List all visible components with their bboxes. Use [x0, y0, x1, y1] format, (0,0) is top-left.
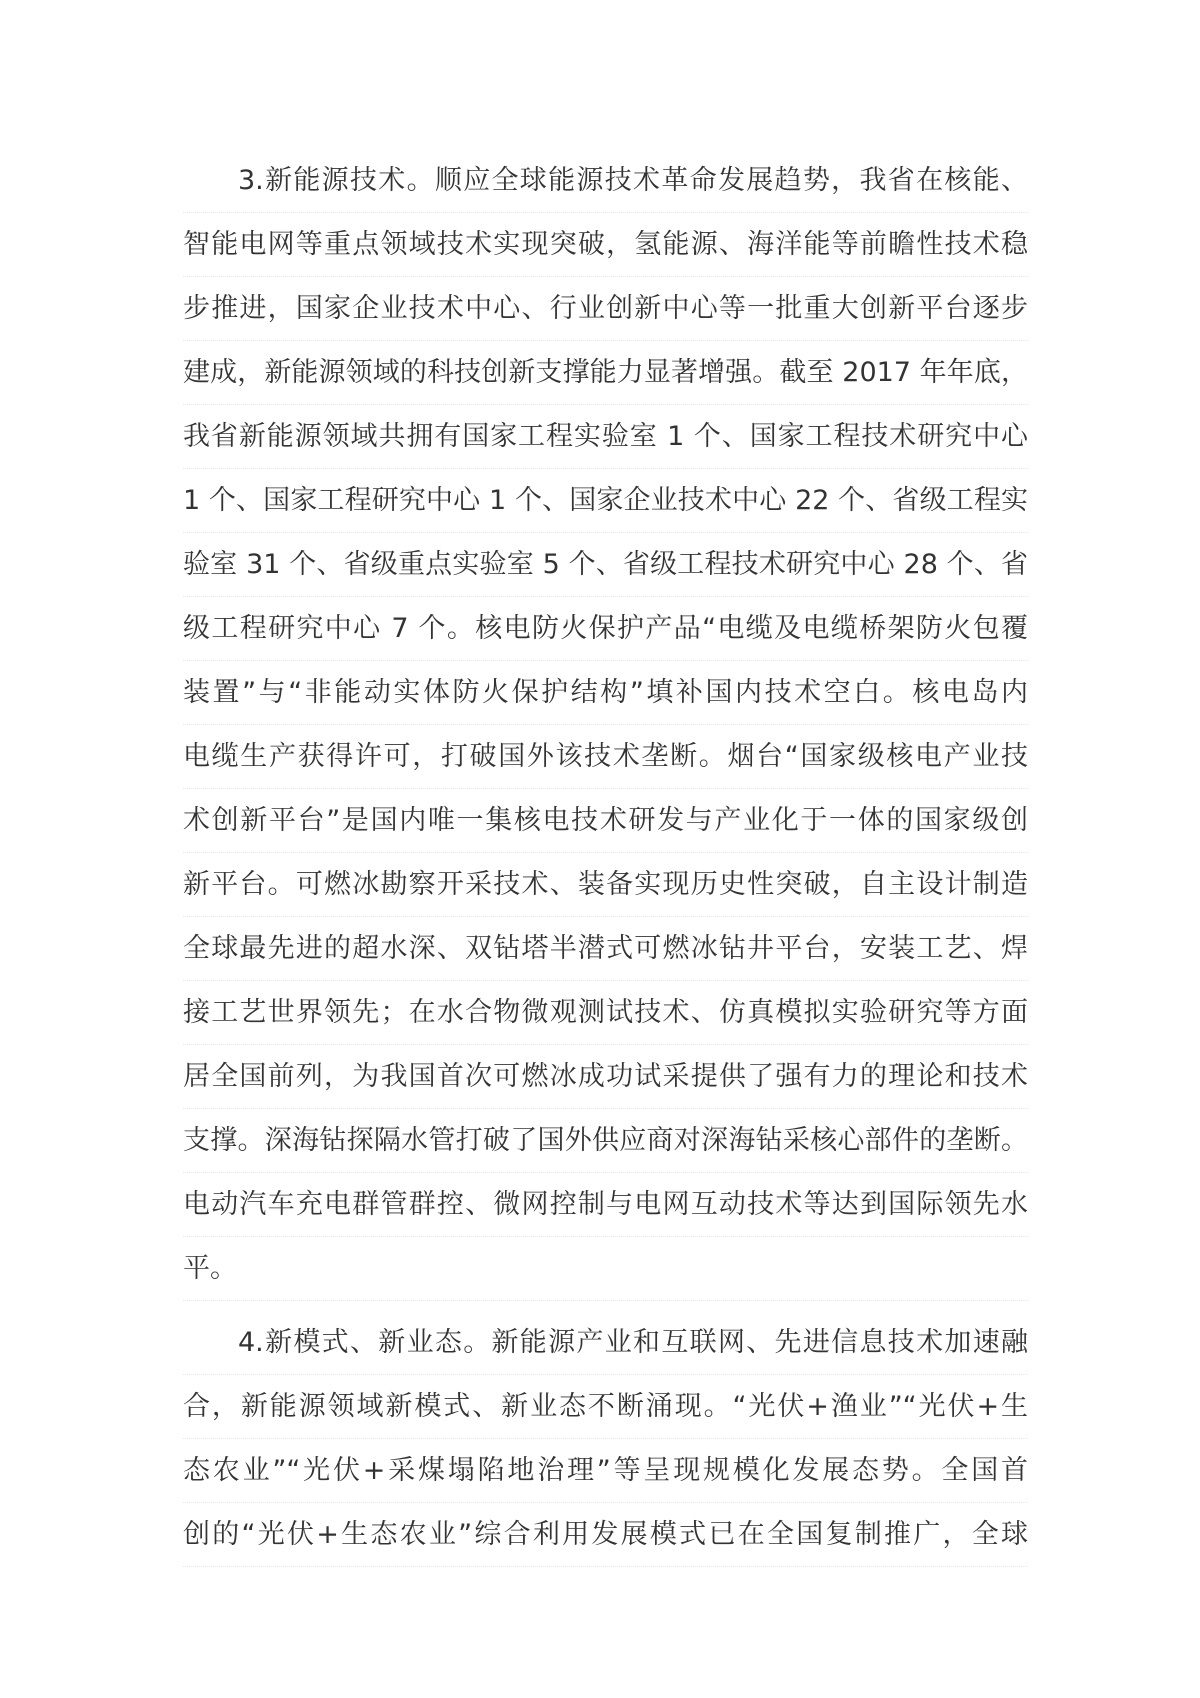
- line-text: 合，新能源领域新模式、新业态不断涌现。“光伏+渔业”“光伏+生: [183, 1391, 1028, 1422]
- text-line: [183, 149, 1028, 213]
- line-text: 全球最先进的超水深、双钻塔半潜式可燃冰钻井平台，安装工艺、焊: [183, 933, 1028, 964]
- line-text: 电动汽车充电群管群控、微网控制与电网互动技术等达到国际领先水: [183, 1189, 1028, 1220]
- line-text: 新平台。可燃冰勘察开采技术、装备实现历史性突破，自主设计制造: [183, 869, 1028, 900]
- line-text: 验室 31 个、省级重点实验室 5 个、省级工程技术研究中心 28 个、省: [183, 549, 1028, 580]
- text-line: [183, 1109, 1028, 1173]
- line-text: 3.新能源技术。顺应全球能源技术革命发展趋势，我省在核能、: [238, 165, 1028, 196]
- line-text: 平。: [183, 1253, 237, 1284]
- text-line: [183, 1439, 1028, 1503]
- line-text: 建成，新能源领域的科技创新支撑能力显著增强。截至 2017 年年底，: [183, 357, 1028, 388]
- line-text: 接工艺世界领先；在水合物微观测试技术、仿真模拟实验研究等方面: [183, 997, 1028, 1028]
- text-line: [183, 533, 1028, 597]
- text-line: [183, 981, 1028, 1045]
- text-line: [183, 1045, 1028, 1109]
- text-line: [183, 1173, 1028, 1237]
- line-text: 态农业”“光伏+采煤塌陷地治理”等呈现规模化发展态势。全国首: [183, 1455, 1028, 1486]
- text-line: [183, 917, 1028, 981]
- text-line: [183, 789, 1028, 853]
- text-line: [183, 661, 1028, 725]
- line-text: 级工程研究中心 7 个。核电防火保护产品“电缆及电缆桥架防火包覆: [183, 613, 1028, 644]
- paragraph-new-models-new-business: [183, 1311, 1028, 1567]
- line-text: 智能电网等重点领域技术实现突破，氢能源、海洋能等前瞻性技术稳: [183, 229, 1028, 260]
- text-line: [183, 1375, 1028, 1439]
- line-text: 步推进，国家企业技术中心、行业创新中心等一批重大创新平台逐步: [183, 293, 1028, 324]
- text-line: [183, 405, 1028, 469]
- text-line: [183, 725, 1028, 789]
- text-line: [183, 469, 1028, 533]
- text-line: [183, 597, 1028, 661]
- line-text: 术创新平台”是国内唯一集核电技术研发与产业化于一体的国家级创: [183, 805, 1028, 836]
- text-line: [183, 1311, 1028, 1375]
- text-line: [183, 277, 1028, 341]
- line-text: 支撑。深海钻探隔水管打破了国外供应商对深海钻采核心部件的垄断。: [183, 1125, 1028, 1156]
- line-text: 我省新能源领域共拥有国家工程实验室 1 个、国家工程技术研究中心: [183, 421, 1028, 452]
- paragraph-new-energy-technology: [183, 149, 1028, 1301]
- text-line: [183, 341, 1028, 405]
- line-text: 1 个、国家工程研究中心 1 个、国家企业技术中心 22 个、省级工程实: [183, 485, 1028, 516]
- text-line: [183, 1237, 1028, 1301]
- line-text: 居全国前列，为我国首次可燃冰成功试采提供了强有力的理论和技术: [183, 1061, 1028, 1092]
- line-text: 创的“光伏+生态农业”综合利用发展模式已在全国复制推广，全球: [183, 1519, 1028, 1550]
- line-text: 装置”与“非能动实体防火保护结构”填补国内技术空白。核电岛内: [183, 677, 1028, 708]
- text-line: [183, 1503, 1028, 1567]
- line-text: 4.新模式、新业态。新能源产业和互联网、先进信息技术加速融: [238, 1327, 1028, 1358]
- line-text: 电缆生产获得许可，打破国外该技术垄断。烟台“国家级核电产业技: [183, 741, 1028, 772]
- text-line: [183, 213, 1028, 277]
- text-line: [183, 853, 1028, 917]
